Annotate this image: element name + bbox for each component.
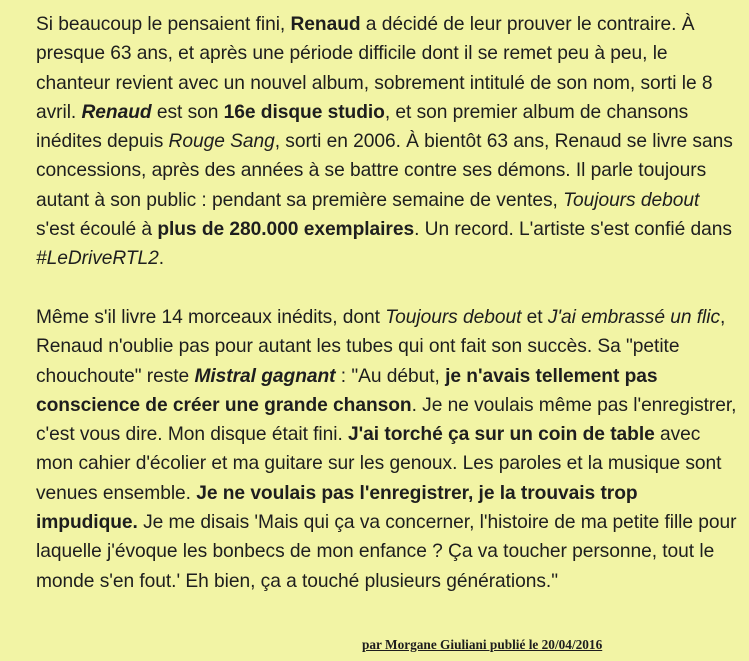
text-run: . xyxy=(158,248,165,270)
bold-italic-run xyxy=(194,366,335,387)
bold-run: plus de 280.000 exemplaires xyxy=(157,219,415,241)
text-run: Si beaucoup le pensaient fini, xyxy=(36,14,291,35)
italic-run: J'ai embrassé un flic xyxy=(547,306,721,328)
italic-run: Toujours debout xyxy=(563,189,700,211)
bold-run: Je ne voulais pas l'enregistrer, je la trouvais trop impudique. xyxy=(36,482,638,534)
italic-run: Toujours debout xyxy=(385,306,522,328)
bold-run: J'ai torché ça sur un coin de table xyxy=(348,424,655,446)
text-run: Je me disais 'Mais qui ça va concerner, l'histoire de ma petite fille pour laquelle j'évoque les bonbecs de mon enfance ? Ça va toucher personne, tout le monde s'en fout.' Eh bien, ça a touché plusieurs générations." xyxy=(36,512,737,592)
article-body xyxy=(36,10,740,596)
song-title-italic: Mistral gagnant xyxy=(194,365,336,387)
bold-run: 16e disque studio xyxy=(223,101,385,123)
bold-italic-run xyxy=(82,102,152,123)
paragraph-1 xyxy=(36,10,740,274)
text-run: , et son premier album de chansons inédites depuis xyxy=(36,101,689,153)
bold-run: Renaud xyxy=(290,14,361,35)
text-run: s'est écoulé à xyxy=(36,219,158,241)
text-run: avec mon cahier d'écolier et ma guitare sur les genoux. Les paroles et la musique sont venues ensemble. xyxy=(36,424,722,504)
text-run: est son xyxy=(151,101,224,123)
italic-run: Rouge Sang xyxy=(168,131,275,153)
byline: par Morgane Giuliani publié le 20/04/2016 xyxy=(362,637,603,652)
text-run: , sorti en 2006. À bientôt 63 ans, Renaud se livre sans concessions, après des années à se battre contre ses démons. Il parle toujours autant à son public : pendant sa première semaine de ventes, xyxy=(36,131,733,211)
text-run: , Renaud n'oublie pas pour autant les tubes qui ont fait son succès. Sa "petite chouchoute" reste xyxy=(36,306,726,387)
text-run: Même s'il livre 14 morceaux inédits, dont xyxy=(36,306,386,328)
text-run: : "Au début, xyxy=(335,365,446,387)
text-run: et xyxy=(521,306,548,328)
bold-run: je n'avais tellement pas conscience de créer une grande chanson xyxy=(36,365,658,416)
album-title-italic: Renaud xyxy=(81,101,152,123)
text-run: . Un record. L'artiste s'est confié dans xyxy=(414,219,732,241)
text-run: . Je ne voulais même pas l'enregistrer, c'est vous dire. Mon disque était fini. xyxy=(36,394,737,446)
paragraph-2 xyxy=(36,303,740,596)
text-run: a décidé de leur prouver le contraire. À presque 63 ans, et après une période difficile dont il se remet peu à peu, le chanteur revient avec un nouvel album, sobrement intitulé de son nom, sorti le 8 avril. xyxy=(36,14,713,123)
hashtag-italic: #LeDriveRTL2 xyxy=(36,248,159,270)
